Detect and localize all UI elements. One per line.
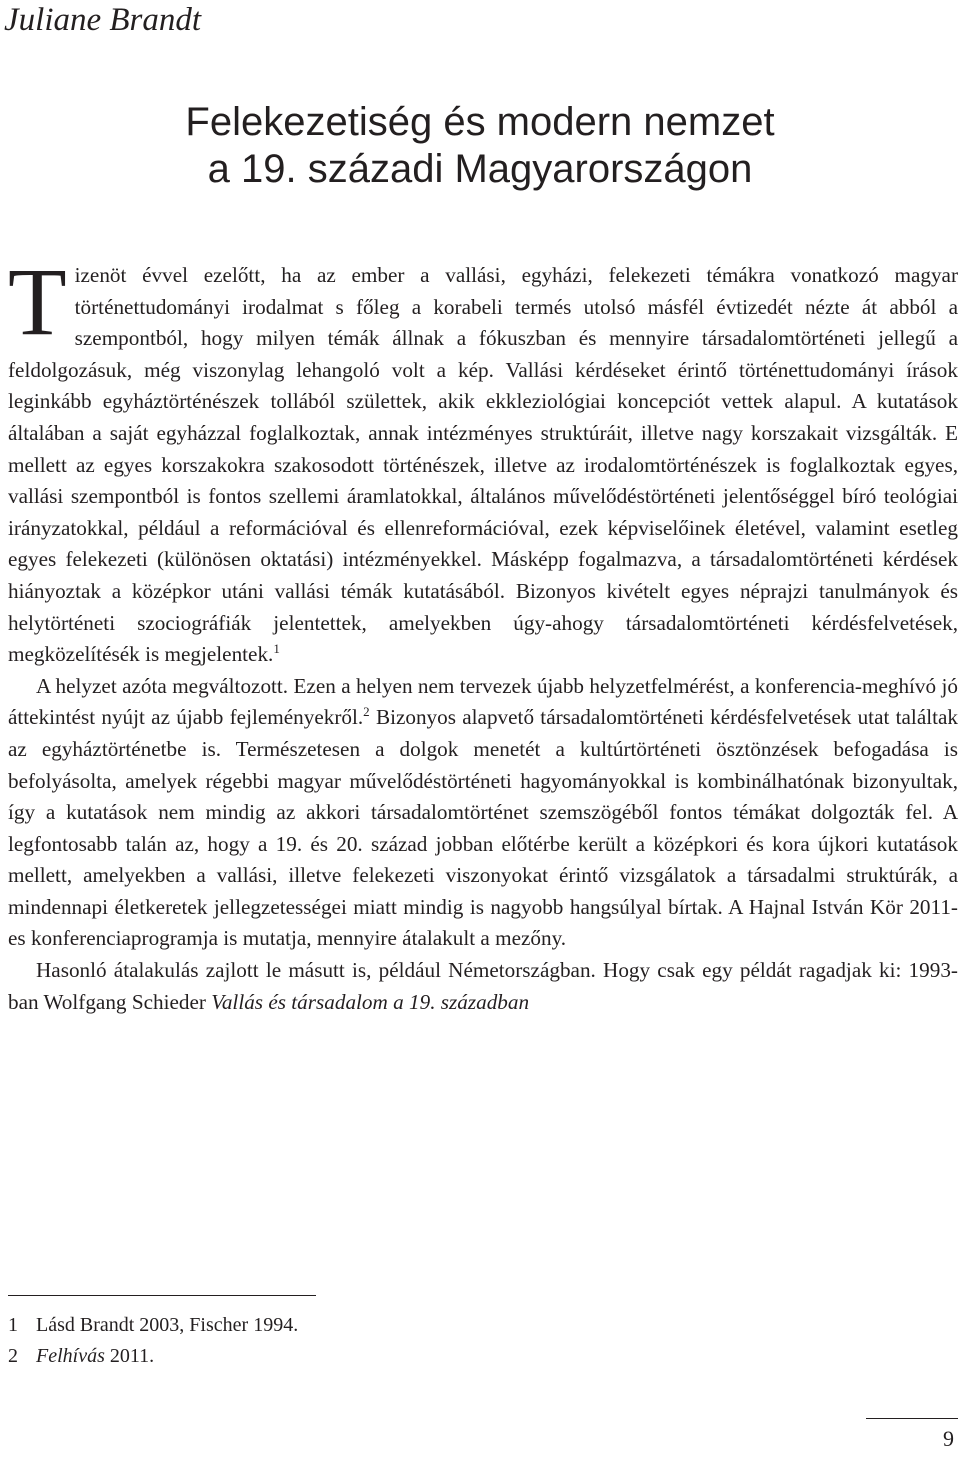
page-number: 9 bbox=[943, 1426, 954, 1451]
footnote-number: 2 bbox=[8, 1345, 18, 1367]
paragraph-3-italic-title: Vallás és társadalom a 19. században bbox=[211, 989, 530, 1014]
paragraph-2 bbox=[8, 671, 958, 955]
footnote-text: 2011. bbox=[104, 1345, 155, 1367]
title-line-2: a 19. századi Magyarországon bbox=[207, 147, 753, 191]
footnote-rule bbox=[8, 1295, 316, 1296]
footnote-number: 1 bbox=[8, 1314, 18, 1336]
paragraph-1 bbox=[8, 248, 958, 671]
title-line-1: Felekezetiség és modern nemzet bbox=[185, 100, 775, 144]
drop-cap: T bbox=[8, 248, 67, 355]
footnotes bbox=[8, 1310, 708, 1372]
paragraph-2-text-a: A helyzet azóta megváltozott. Ezen a helyen nem tervezek újabb helyzetfelmérést, a konferencia-meghívó jó áttekintést nyújt az újabb fejleményekről. bbox=[8, 673, 958, 730]
paragraph-1-text: izenöt évvel ezelőtt, ha az ember a vallási, egyházi, felekezeti témákra vonatkozó magyar történettudományi irodalmat s főleg a korabeli termés utolsó másfél évtizedét nézte át abból a szempontból, hogy milyen témák állnak a fókuszban és mennyire társadalomtörténeti jellegű a feldolgozásuk, még viszonylag lehangoló volt a kép. Vallási kérdéseket érintő történettudományi írások leginkább egyháztörténészek tollából születtek, akik ekkleziológiai koncepciót vettek alapul. A kutatások általában a saját egyházzal foglalkoztak, annak intézményes struktúráit, illetve nagy korszakait vizsgálták. E mellett az egyes korszakokra szakosodott történészek, illetve az irodalomtörténészek is foglalkoztak egyes, vallási szempontból is fontos szellemi áramlatokkal, általános művelődéstörténeti jelentőséggel bíró teológiai irányzatokkal, például a reformációval és ellenreformációval, ezek képviselőinek életével, valamint esetleg egyes felekezeti (különösen oktatási) intézményekkel. Másképp fogalmazva, a társadalomtörténeti kérdések hiányoztak a középkor utáni vallási témák kutatásából. Bizonyos kivételt egyes néprajzi tanulmányok és helytörténeti szociográfiák jelentettek, amelyekben úgy-ahogy társadalomtörténeti kérdésfelvetések, megközelítésék is megjelentek. bbox=[8, 263, 958, 667]
paragraph-3 bbox=[8, 955, 958, 1018]
footnote-2 bbox=[8, 1341, 708, 1372]
paragraph-3-text: Hasonló átalakulás zajlott le másutt is, például Németországban. Hogy csak egy példát ragadjak ki: 1993-ban Wolfgang Schieder bbox=[8, 958, 958, 1014]
page-number-rule bbox=[866, 1418, 958, 1419]
paragraph-2-text-b: Bizonyos alapvető társadalomtörténeti kérdésfelvetések utat találtak az egyháztörténetbe is. Természetesen a dolgok menetét a kultúrtörténeti ösztönzések befogadása is befolyásolta, amelyek régebbi magyar művelődéstörténeti hagyományokkal is kombinálhatónak bizonyultak, így a kutatások nem mindig az akkori társadalomtörténet szemszögéből fontos témákat dolgozták fel. A legfontosabb talán az, hogy a 19. és 20. század jobban előtérbe került a középkori és kora újkori kutatások mellett, amelyekben a vallási, illetve felekezeti viszonyokat érintő vizsgálatok a társadalmi struktúrák, a mindennapi életkeretek jellegzetességei miatt mindig is nagyobb hangsúlyal bírtak. A Hajnal István Kör 2011-es konferenciaprogramja is mutatja, mennyire átalakult a mezőny. bbox=[8, 705, 958, 951]
footnote-text: Lásd Brandt 2003, Fischer 1994. bbox=[36, 1314, 299, 1336]
footnote-1 bbox=[8, 1310, 708, 1341]
footnote-italic-text: Felhívás bbox=[36, 1345, 105, 1367]
author-running-head: Juliane Brandt bbox=[4, 2, 202, 38]
footnote-ref-2[interactable]: 2 bbox=[363, 704, 370, 720]
footnote-ref-1[interactable]: 1 bbox=[273, 641, 280, 657]
article-body bbox=[8, 248, 958, 1018]
